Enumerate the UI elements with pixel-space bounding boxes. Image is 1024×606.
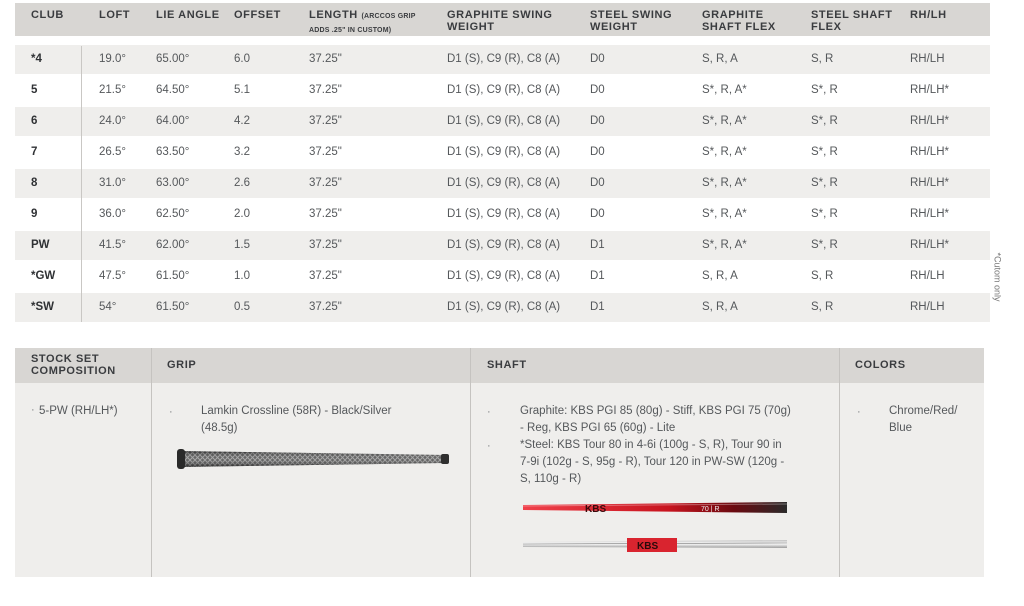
cell-steel-shaft-flex: S, R [811,53,834,65]
grip-description [201,403,391,437]
colors-line-1: Chrome/Red/ [889,405,958,417]
cell-steel-swing-weight: D0 [590,84,605,96]
cell-offset: 1.0 [234,270,250,282]
table-row [15,231,990,260]
col-offset: OFFSET [234,9,281,21]
graphite-shaft-logo: KBS [585,504,607,515]
cell-club: *4 [31,53,42,65]
col-sflex-line-2: FLEX [811,21,842,33]
cell-club: 6 [31,115,38,127]
cell-length: 37.25" [309,301,342,313]
cell-lie-angle: 63.50° [156,146,190,158]
table-row [15,45,990,74]
cell-loft: 19.0° [99,53,126,65]
cell-loft: 41.5° [99,239,126,251]
col-grip: GRIP [167,359,197,371]
table-row [15,107,990,136]
table-row [15,262,990,291]
grip-line-2: (48.5g) [201,422,238,434]
cell-steel-shaft-flex: S*, R [811,84,838,96]
cell-graphite-swing-weight: D1 (S), C9 (R), C8 (A) [447,301,561,313]
cell-graphite-shaft-flex: S*, R, A* [702,177,747,189]
cell-rh-lh: RH/LH [910,53,945,65]
cell-lie-angle: 62.50° [156,208,190,220]
cell-steel-shaft-flex: S, R [811,270,834,282]
col-rh-lh: RH/LH [910,9,947,21]
cell-graphite-shaft-flex: S*, R, A* [702,239,747,251]
table-row [15,293,990,322]
bullet: · [487,440,491,452]
col-length-label: LENGTH [309,9,358,21]
cell-offset: 2.0 [234,208,250,220]
cell-length: 37.25" [309,53,342,65]
cell-graphite-swing-weight: D1 (S), C9 (R), C8 (A) [447,53,561,65]
cell-lie-angle: 61.50° [156,270,190,282]
cell-steel-swing-weight: D0 [590,177,605,189]
cell-offset: 5.1 [234,84,250,96]
cell-loft: 54° [99,301,117,313]
cell-graphite-shaft-flex: S, R, A [702,53,738,65]
divider [470,348,471,577]
cell-steel-swing-weight: D0 [590,208,605,220]
cell-offset: 3.2 [234,146,250,158]
colors-line-2: Blue [889,422,913,434]
cell-graphite-swing-weight: D1 (S), C9 (R), C8 (A) [447,177,561,189]
shaft-graphite-line-1: Graphite: KBS PGI 85 (80g) - Stiff, KBS PGI 75 (70g) [520,405,791,417]
cell-lie-angle: 62.00° [156,239,190,251]
cell-rh-lh: RH/LH* [910,239,949,251]
cell-loft: 31.0° [99,177,126,189]
cell-lie-angle: 63.00° [156,177,190,189]
cell-steel-shaft-flex: S, R [811,301,834,313]
col-length-note-1: (ARCCOS GRIP [361,13,416,20]
col-length [309,9,416,37]
cell-graphite-shaft-flex: S, R, A [702,301,738,313]
cell-graphite-shaft-flex: S, R, A [702,270,738,282]
col-length-note-2: ADDS .25" IN CUSTOM) [309,27,392,34]
cell-steel-swing-weight: D0 [590,53,605,65]
cell-rh-lh: RH/LH* [910,177,949,189]
divider [151,348,152,577]
club-column-divider [81,46,82,322]
col-gflex-line-2: SHAFT FLEX [702,21,776,33]
specs-table-header [15,3,990,36]
cell-graphite-shaft-flex: S*, R, A* [702,208,747,220]
cell-length: 37.25" [309,146,342,158]
cell-lie-angle: 64.50° [156,84,190,96]
cell-length: 37.25" [309,208,342,220]
cell-loft: 26.5° [99,146,126,158]
cell-club: 8 [31,177,38,189]
cell-graphite-swing-weight: D1 (S), C9 (R), C8 (A) [447,115,561,127]
col-steel-swing-weight [590,9,672,33]
cell-club: 9 [31,208,38,220]
col-steel-shaft-flex [811,9,893,33]
col-lie-angle: LIE ANGLE [156,9,220,21]
cell-steel-swing-weight: D0 [590,115,605,127]
cell-length: 37.25" [309,239,342,251]
col-loft: LOFT [99,9,131,21]
cell-steel-shaft-flex: S*, R [811,177,838,189]
steel-shaft-image-icon [523,535,787,555]
divider [839,348,840,577]
col-stock-set-line-2: COMPOSITION [31,365,116,377]
cell-steel-shaft-flex: S*, R [811,115,838,127]
cell-graphite-swing-weight: D1 (S), C9 (R), C8 (A) [447,146,561,158]
cell-offset: 1.5 [234,239,250,251]
cell-rh-lh: RH/LH [910,270,945,282]
cell-steel-shaft-flex: S*, R [811,208,838,220]
cell-rh-lh: RH/LH* [910,146,949,158]
cell-graphite-shaft-flex: S*, R, A* [702,115,747,127]
table-row [15,169,990,198]
colors-value [889,403,957,437]
cell-length: 37.25" [309,270,342,282]
bullet: · [169,406,173,418]
col-shaft: SHAFT [487,359,527,371]
grip-image-icon [175,445,451,473]
steel-shaft-logo: KBS [637,541,659,552]
col-colors: COLORS [855,359,906,371]
cell-length: 37.25" [309,115,342,127]
col-graphite-swing-weight [447,9,553,33]
col-gsw-line-2: WEIGHT [447,21,495,33]
col-ssw-line-1: STEEL SWING [590,9,673,21]
cell-rh-lh: RH/LH* [910,115,949,127]
col-ssw-line-2: WEIGHT [590,21,638,33]
cell-graphite-swing-weight: D1 (S), C9 (R), C8 (A) [447,84,561,96]
cell-steel-swing-weight: D1 [590,239,605,251]
cell-club: 7 [31,146,38,158]
col-gsw-line-1: GRAPHITE SWING [447,9,553,21]
custom-only-note [992,248,1011,312]
cell-graphite-swing-weight: D1 (S), C9 (R), C8 (A) [447,270,561,282]
col-sflex-line-1: STEEL SHAFT [811,9,893,21]
cell-club: *SW [31,301,54,313]
cell-club: PW [31,239,50,251]
cell-loft: 47.5° [99,270,126,282]
cell-steel-shaft-flex: S*, R [811,146,838,158]
stock-set-value: 5-PW (RH/LH*) [39,405,118,417]
cell-rh-lh: RH/LH [910,301,945,313]
shaft-graphite-line-2: - Reg, KBS PGI 65 (60g) - Lite [520,422,676,434]
shaft-steel-line-1: *Steel: KBS Tour 80 in 4-6i (100g - S, R), Tour 90 in [520,439,782,451]
table-row [15,76,990,105]
cell-offset: 2.6 [234,177,250,189]
col-club: CLUB [31,9,64,21]
cell-loft: 36.0° [99,208,126,220]
table-row [15,138,990,167]
cell-rh-lh: RH/LH* [910,208,949,220]
shaft-steel-line-3: S, 110g - R) [520,473,582,485]
cell-steel-shaft-flex: S*, R [811,239,838,251]
cell-loft: 24.0° [99,115,126,127]
bullet: · [857,406,861,418]
cell-loft: 21.5° [99,84,126,96]
cell-lie-angle: 64.00° [156,115,190,127]
cell-offset: 0.5 [234,301,250,313]
bullet: · [31,404,35,416]
graphite-shaft-spec: 70 | R [701,506,720,513]
col-graphite-shaft-flex [702,9,776,33]
graphite-shaft-image-icon [523,500,787,516]
cell-offset: 4.2 [234,115,250,127]
cell-rh-lh: RH/LH* [910,84,949,96]
cell-club: 5 [31,84,38,96]
cell-length: 37.25" [309,84,342,96]
shaft-steel-line-2: 7-9i (102g - S, 95g - R), Tour 120 in PW-SW (120g - [520,456,785,468]
cell-steel-swing-weight: D1 [590,270,605,282]
cell-steel-swing-weight: D0 [590,146,605,158]
set-composition-panel [15,348,984,577]
cell-steel-swing-weight: D1 [590,301,605,313]
bullet: · [487,406,491,418]
cell-graphite-swing-weight: D1 (S), C9 (R), C8 (A) [447,239,561,251]
shaft-description [520,403,832,488]
cell-club: *GW [31,270,56,282]
cell-length: 37.25" [309,177,342,189]
cell-graphite-swing-weight: D1 (S), C9 (R), C8 (A) [447,208,561,220]
cell-graphite-shaft-flex: S*, R, A* [702,146,747,158]
table-row [15,200,990,229]
cell-graphite-shaft-flex: S*, R, A* [702,84,747,96]
cell-lie-angle: 65.00° [156,53,190,65]
col-gflex-line-1: GRAPHITE [702,9,764,21]
custom-only-note-text: *Cutom only [992,252,1003,302]
col-stock-set-line-1: STOCK SET [31,353,100,365]
col-stock-set [31,353,116,377]
cell-lie-angle: 61.50° [156,301,190,313]
cell-offset: 6.0 [234,53,250,65]
grip-line-1: Lamkin Crossline (58R) - Black/Silver [201,405,392,417]
